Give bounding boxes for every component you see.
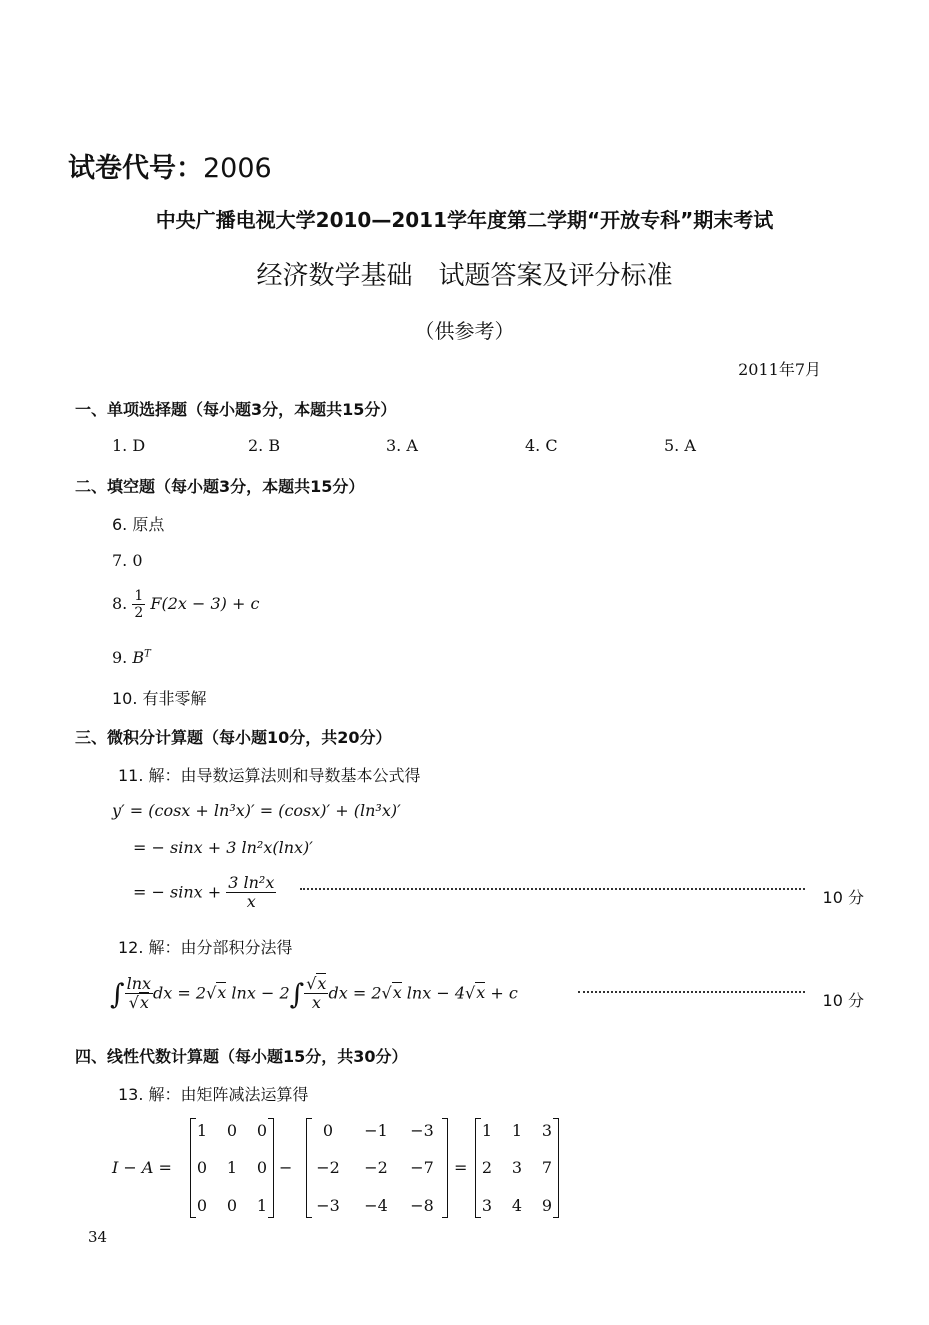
fill-answer-10: 10. 有非零解 (112, 689, 207, 708)
mc-answer-2: 2. B (248, 436, 281, 455)
mc-answer-5: 5. A (664, 436, 696, 455)
q11-line2: = − sinx + 3 ln²x(lnx)′ (133, 838, 313, 857)
fill-answer-9-matrix: $B^T$ (132, 648, 151, 667)
matrix-cell: 0 (256, 1121, 268, 1140)
matrix-cell: −7 (410, 1158, 434, 1177)
matrix-cell: 3 (481, 1196, 493, 1215)
fill-answer-9 (112, 648, 151, 667)
q12-integral: ∫ $\frac{\ln x}{√x}$ dx = 2√x lnx − 2∫ $\frac{√x}{x}$ dx = 2√x lnx − 4√x + c (110, 974, 518, 1013)
matrix-cell: 3 (541, 1121, 553, 1140)
matrix-cell: −1 (364, 1121, 388, 1140)
mc-answer-3: 3. A (386, 436, 418, 455)
q11-line3-fraction (226, 874, 276, 912)
matrix-cell: −4 (364, 1196, 388, 1215)
paper-code (68, 146, 272, 185)
matrix-cell: 1 (256, 1196, 268, 1215)
paper-code-label: 试卷代号： (68, 153, 203, 184)
matrix-cell: −2 (316, 1158, 340, 1177)
fraction-numerator: 3 ln²x (228, 873, 275, 892)
fill-answer-6: 6. 原点 (112, 515, 165, 534)
section-fill-in: 二、填空题（每小题3分，本题共15分） (75, 477, 365, 496)
matrix-cell: 0 (322, 1121, 334, 1140)
q13-lhs: I − A = (112, 1158, 172, 1177)
matrix-bracket-right (442, 1118, 448, 1218)
matrix-cell: 3 (511, 1158, 523, 1177)
matrix-cell: −3 (410, 1121, 434, 1140)
equals-sign: = (454, 1158, 468, 1177)
reference-note: （供参考） (414, 319, 515, 343)
q11-line1: y′ = (cosx + ln³x)′ = (cosx)′ + (ln³x)′ (112, 801, 401, 820)
q11-line3 (133, 874, 276, 912)
q11-score: 10 分 (822, 888, 864, 907)
fill-answer-8 (112, 588, 259, 621)
dotted-leader (578, 991, 805, 993)
mc-answer-1: 1. D (112, 436, 146, 455)
fill-answer-7: 7. 0 (112, 551, 143, 570)
section-linear-algebra: 四、线性代数计算题（每小题15分，共30分） (75, 1047, 408, 1066)
matrix-a (306, 1118, 448, 1218)
mc-answer-4: 4. C (525, 436, 558, 455)
section-multiple-choice: 一、单项选择题（每小题3分，本题共15分） (75, 400, 397, 419)
paper-code-number: 2006 (203, 153, 272, 184)
matrix-cell: −2 (364, 1158, 388, 1177)
dotted-leader (300, 888, 805, 890)
q13-intro: 13. 解：由矩阵减法运算得 (118, 1085, 309, 1104)
section-calculus: 三、微积分计算题（每小题10分，共20分） (75, 728, 392, 747)
fill-answer-8-fraction (132, 588, 145, 621)
fraction-denominator: x (246, 892, 256, 912)
fill-answer-8-expression: F(2x − 3) + c (150, 594, 260, 614)
matrix-cell: 0 (256, 1158, 268, 1177)
matrix-cell: 4 (511, 1196, 523, 1215)
fraction-numerator: 1 (134, 588, 144, 604)
matrix-cell: 0 (196, 1158, 208, 1177)
q11-intro: 11. 解：由导数运算法则和导数基本公式得 (118, 766, 421, 785)
matrix-cell: 1 (226, 1158, 238, 1177)
matrix-cell: −8 (410, 1196, 434, 1215)
exam-title: 中央广播电视大学2010—2011学年度第二学期“开放专科”期末考试 (155, 208, 774, 232)
exam-date: 2011年7月 (738, 360, 821, 379)
matrix-cell: 1 (196, 1121, 208, 1140)
q12-intro: 12. 解：由分部积分法得 (118, 938, 293, 957)
matrix-cell: 0 (196, 1196, 208, 1215)
subject-title: 经济数学基础 试题答案及评分标准 (256, 261, 673, 291)
identity-matrix (190, 1118, 274, 1218)
matrix-cell: 1 (511, 1121, 523, 1140)
matrix-cell: 2 (481, 1158, 493, 1177)
fill-answer-8-prefix: 8. (112, 594, 128, 614)
q12-score: 10 分 (822, 991, 864, 1010)
matrix-cell: 1 (481, 1121, 493, 1140)
matrix-cell: 9 (541, 1196, 553, 1215)
matrix-cell: 0 (226, 1196, 238, 1215)
minus-sign: − (279, 1158, 293, 1177)
matrix-cell: 7 (541, 1158, 553, 1177)
matrix-cell: 0 (226, 1121, 238, 1140)
fill-answer-9-prefix: 9. (112, 648, 128, 667)
q11-line3-prefix: = − sinx + (133, 882, 222, 902)
fraction-denominator: 2 (134, 605, 144, 622)
matrix-cell: −3 (316, 1196, 340, 1215)
result-matrix (475, 1118, 559, 1218)
page-number: 34 (88, 1228, 108, 1246)
